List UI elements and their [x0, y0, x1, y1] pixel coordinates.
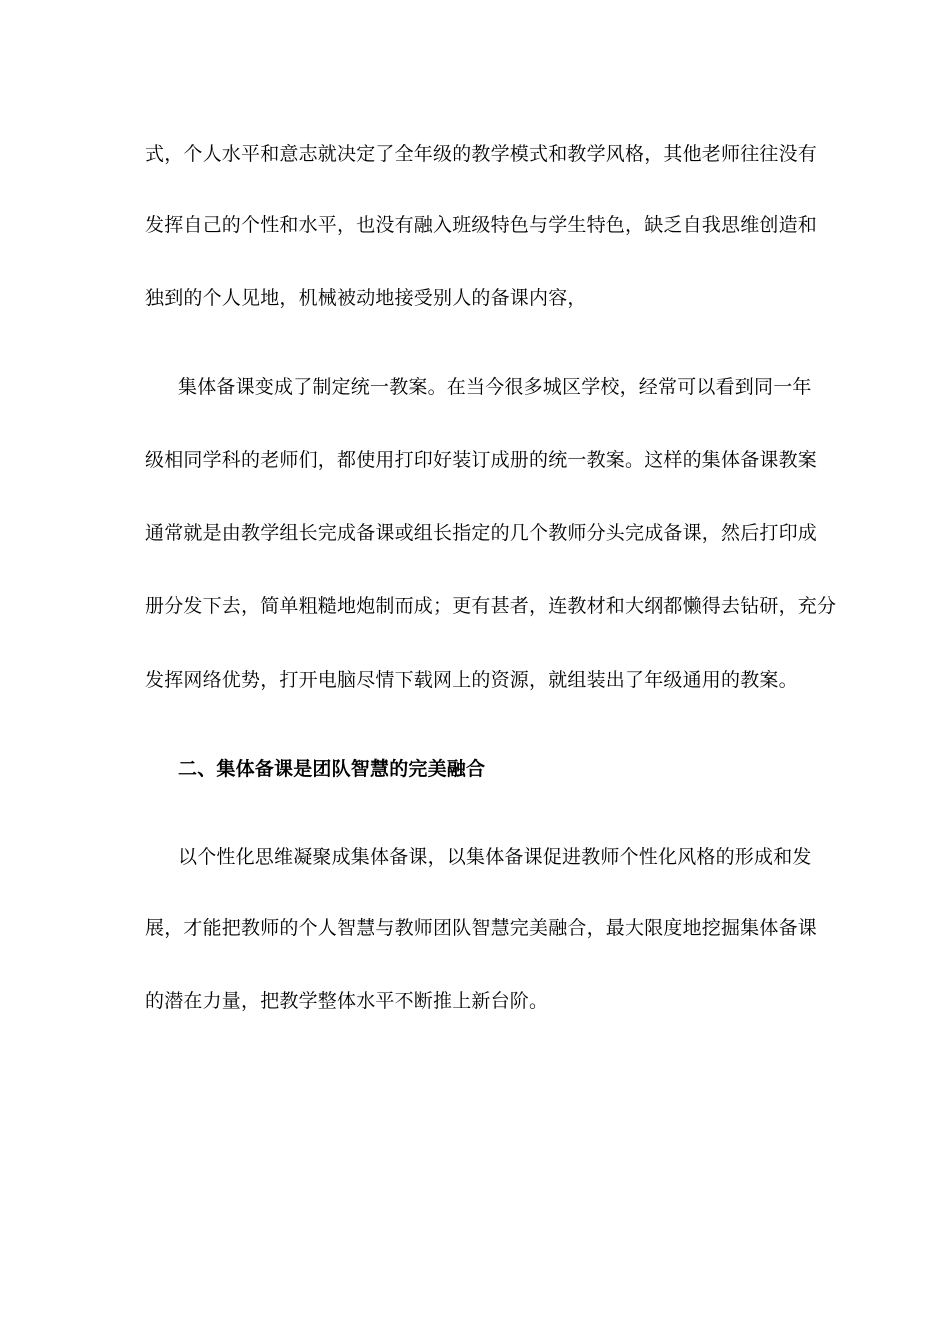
paragraph-2-line-4: 册分发下去，简单粗糙地炮制而成；更有甚者，连教材和大纲都懒得去钻研，充分	[145, 595, 837, 617]
paragraph-1-line-2: 发挥自己的个性和水平，也没有融入班级特色与学生特色，缺乏自我思维创造和	[145, 214, 818, 236]
paragraph-2-line-5: 发挥网络优势，打开电脑尽情下载网上的资源，就组装出了年级通用的教案。	[145, 669, 798, 691]
paragraph-3-line-3: 的潜在力量，把教学整体水平不断推上新台阶。	[145, 990, 549, 1012]
paragraph-1-line-3: 独到的个人见地，机械被动地接受别人的备课内容，	[145, 287, 587, 309]
paragraph-2-line-3: 通常就是由教学组长完成备课或组长指定的几个教师分头完成备课，然后打印成	[145, 522, 818, 544]
paragraph-2-line-1: 集体备课变成了制定统一教案。在当今很多城区学校，经常可以看到同一年	[178, 376, 812, 398]
paragraph-2-line-2: 级相同学科的老师们，都使用打印好装订成册的统一教案。这样的集体备课教案	[145, 449, 818, 471]
paragraph-1-line-1: 式，个人水平和意志就决定了全年级的教学模式和教学风格，其他老师往往没有	[145, 143, 818, 165]
paragraph-3-line-2: 展，才能把教师的个人智慧与教师团队智慧完美融合，最大限度地挖掘集体备课	[145, 917, 818, 939]
section-heading: 二、集体备课是团队智慧的完美融合	[178, 758, 486, 780]
paragraph-3-line-1: 以个性化思维凝聚成集体备课，以集体备课促进教师个性化风格的形成和发	[178, 846, 812, 868]
